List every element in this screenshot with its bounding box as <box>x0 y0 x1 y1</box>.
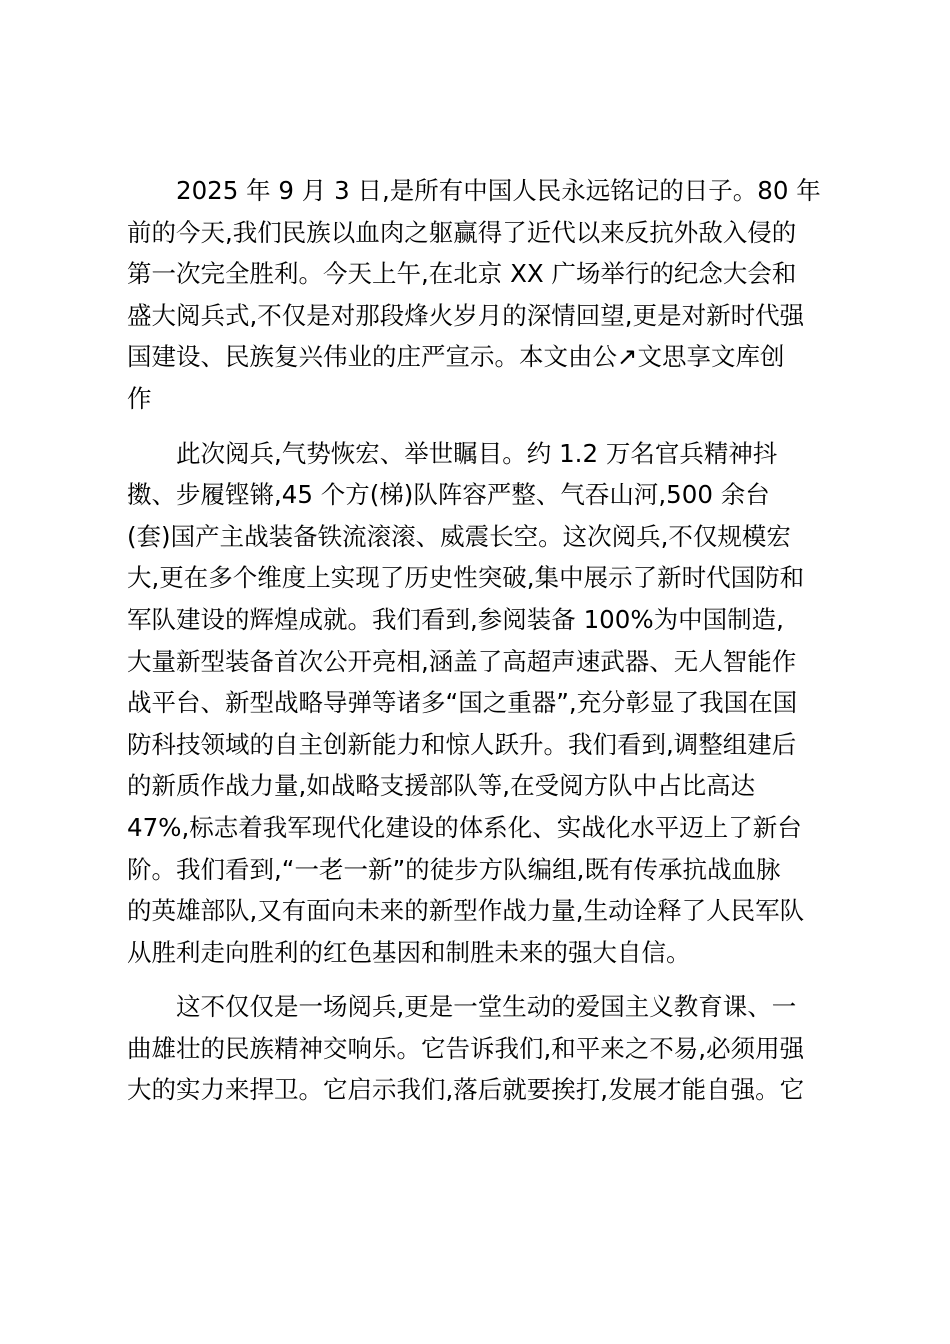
paragraph-line: 曲雄壮的民族精神交响乐。它告诉我们,和平来之不易,必须用强 <box>127 1033 805 1063</box>
paragraph-2 <box>127 433 833 974</box>
paragraph-line: 大的实力来捍卫。它启示我们,落后就要挨打,发展才能自强。它 <box>127 1075 805 1105</box>
paragraph-line: 军队建设的辉煌成就。我们看到,参阅装备 100%为中国制造, <box>127 604 784 634</box>
paragraph-line: 的新质作战力量,如战略支援部队等,在受阅方队中占比高达 <box>127 771 756 801</box>
paragraph-line: 第一次完全胜利。今天上午,在北京 XX 广场举行的纪念大会和 <box>127 259 797 289</box>
paragraph-line: 47%,标志着我军现代化建设的体系化、实战化水平迈上了新台 <box>127 812 802 842</box>
paragraph-line: 从胜利走向胜利的红色基因和制胜未来的强大自信。 <box>127 937 691 967</box>
paragraph-line: 的英雄部队,又有面向未来的新型作战力量,生动诠释了人民军队 <box>127 896 805 926</box>
paragraph-line: 阶。我们看到,“一老一新”的徒步方队编组,既有传承抗战血脉 <box>127 854 781 884</box>
paragraph-line: 2025 年 9 月 3 日,是所有中国人民永远铭记的日子。80 年 <box>176 176 821 205</box>
paragraph-line: 战平台、新型战略导弹等诸多“国之重器”,充分彰显了我国在国 <box>127 688 798 718</box>
paragraph-line: 盛大阅兵式,不仅是对那段烽火岁月的深情回望,更是对新时代强 <box>127 300 805 330</box>
paragraph-line: 前的今天,我们民族以血肉之躯赢得了近代以来反抗外敌入侵的 <box>127 217 797 247</box>
paragraph-line: 大,更在多个维度上实现了历史性突破,集中展示了新时代国防和 <box>127 563 805 593</box>
paragraph-3 <box>127 986 833 1111</box>
paragraph-line: 国建设、民族复兴伟业的庄严宣示。本文由公↗文思享文库创 <box>127 342 785 372</box>
paragraph-line: 此次阅兵,气势恢宏、举世瞩目。约 1.2 万名官兵精神抖 <box>176 438 778 468</box>
paragraph-line: 大量新型装备首次公开亮相,涵盖了高超声速武器、无人智能作 <box>127 646 797 676</box>
paragraph-line: 作 <box>127 383 152 413</box>
paragraph-line: 这不仅仅是一场阅兵,更是一堂生动的爱国主义教育课、一 <box>176 992 797 1022</box>
paragraph-line: 防科技领域的自主创新能力和惊人跃升。我们看到,调整组建后 <box>127 729 797 759</box>
paragraph-line: (套)国产主战装备铁流滚滚、威震长空。这次阅兵,不仅规模宏 <box>127 521 791 551</box>
paragraph-line: 擞、步履铿锵,45 个方(梯)队阵容严整、气吞山河,500 余台 <box>127 480 770 510</box>
document-body <box>127 170 833 1111</box>
paragraph-1 <box>127 170 833 420</box>
